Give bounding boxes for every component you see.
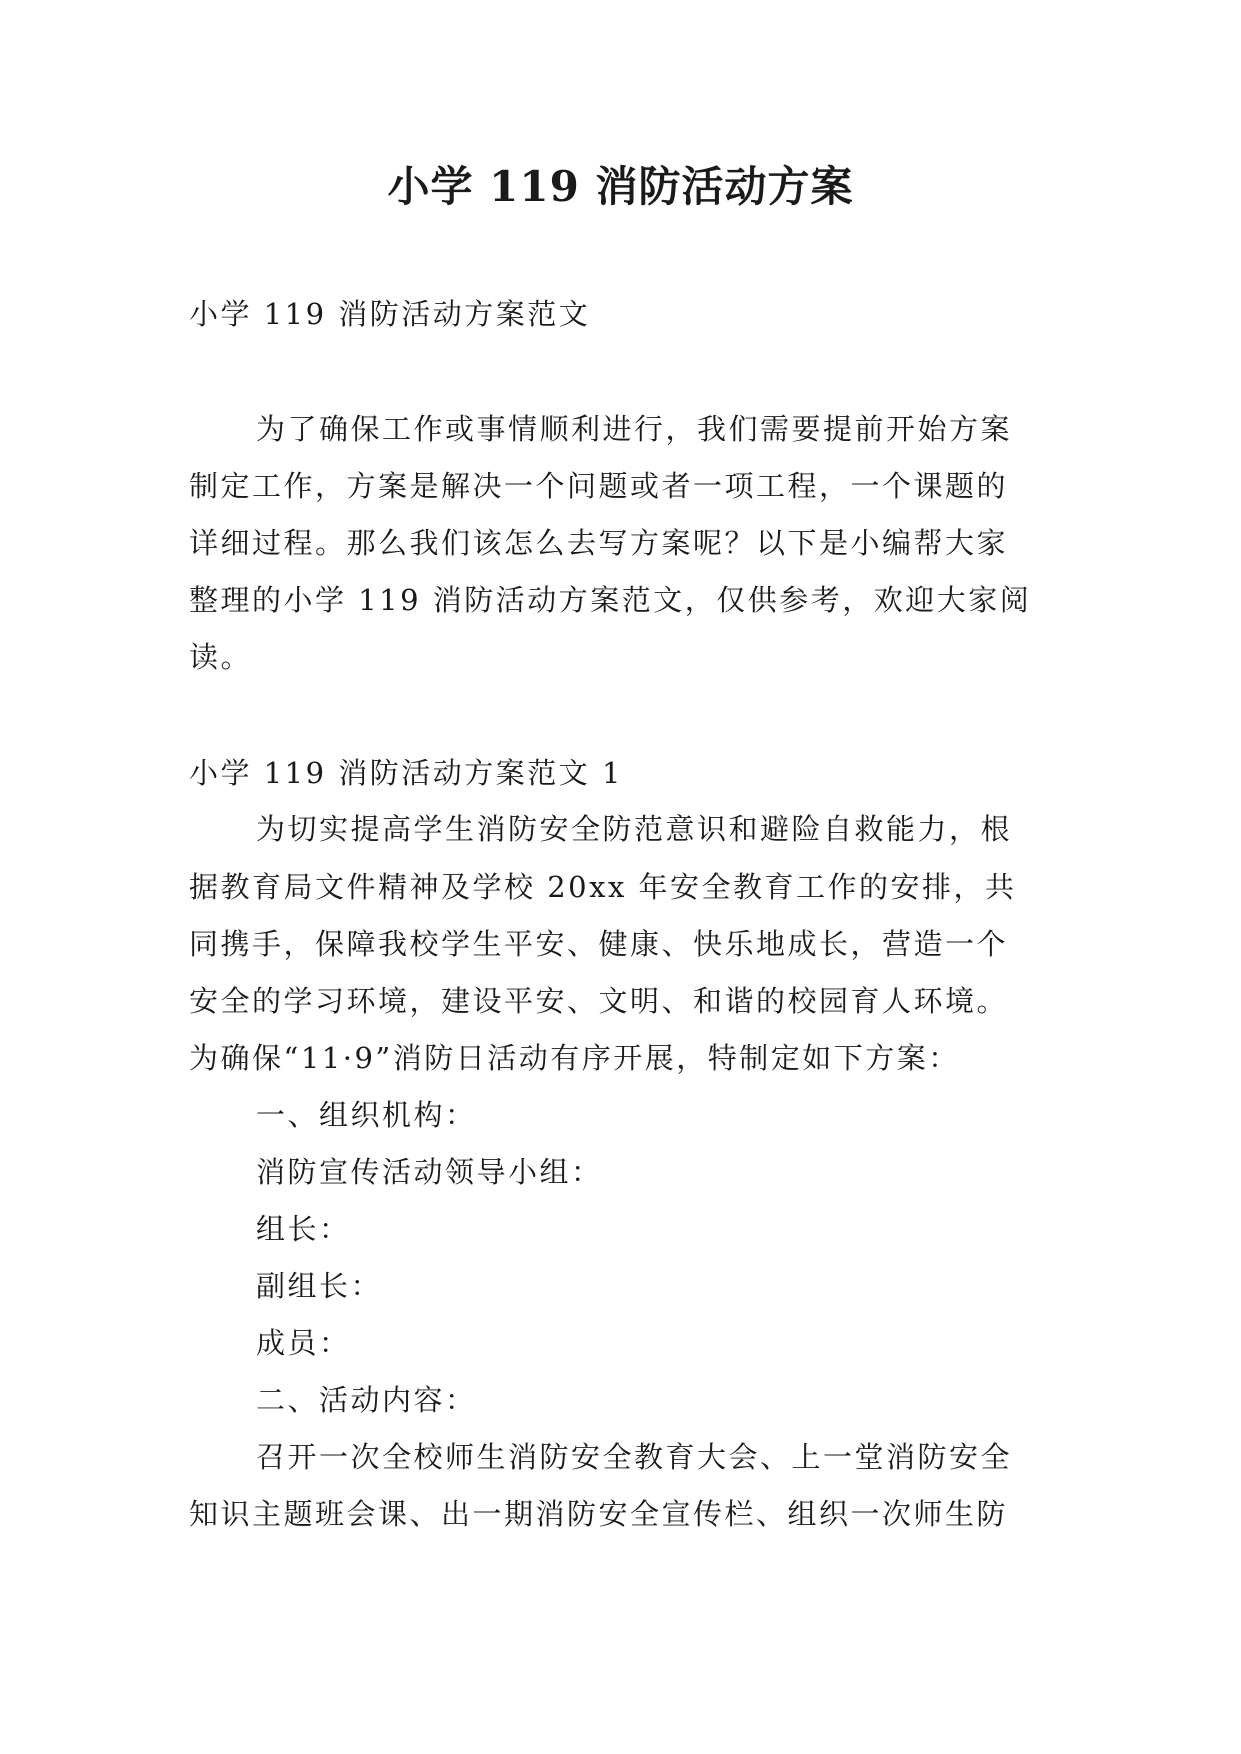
intro-line: 读。: [189, 640, 253, 674]
org-members: 成员：: [256, 1326, 351, 1360]
section-line: 为确保“11·9”消防日活动有序开展，特制定如下方案：: [189, 1041, 960, 1075]
document-subtitle: 小学 119 消防活动方案范文: [189, 297, 591, 331]
intro-line: 整理的小学 119 消防活动方案范文，仅供参考，欢迎大家阅: [189, 583, 1032, 617]
section-line: 据教育局文件精神及学校 20xx 年安全教育工作的安排，共: [189, 870, 1017, 904]
content-line: 知识主题班会课、出一期消防安全宣传栏、组织一次师生防: [189, 1497, 1009, 1531]
intro-line: 详细过程。那么我们该怎么去写方案呢？以下是小编帮大家: [189, 526, 1009, 560]
section-line: 同携手，保障我校学生平安、健康、快乐地成长，营造一个: [189, 927, 1009, 961]
org-vice-leader: 副组长：: [256, 1269, 383, 1303]
section-line: 安全的学习环境，建设平安、文明、和谐的校园育人环境。: [189, 984, 1009, 1018]
content-heading: 二、活动内容：: [256, 1383, 477, 1417]
org-heading: 一、组织机构：: [256, 1098, 477, 1132]
org-leader: 组长：: [256, 1212, 351, 1246]
intro-line: 为了确保工作或事情顺利进行，我们需要提前开始方案: [256, 412, 1013, 446]
section-line: 为切实提高学生消防安全防范意识和避险自救能力，根: [256, 812, 1013, 846]
content-line: 召开一次全校师生消防安全教育大会、上一堂消防安全: [256, 1440, 1013, 1474]
intro-line: 制定工作，方案是解决一个问题或者一项工程，一个课题的: [189, 469, 1009, 503]
org-group: 消防宣传活动领导小组：: [256, 1155, 603, 1189]
section-heading: 小学 119 消防活动方案范文 1: [189, 756, 623, 790]
document-title: 小学 119 消防活动方案: [387, 162, 854, 211]
